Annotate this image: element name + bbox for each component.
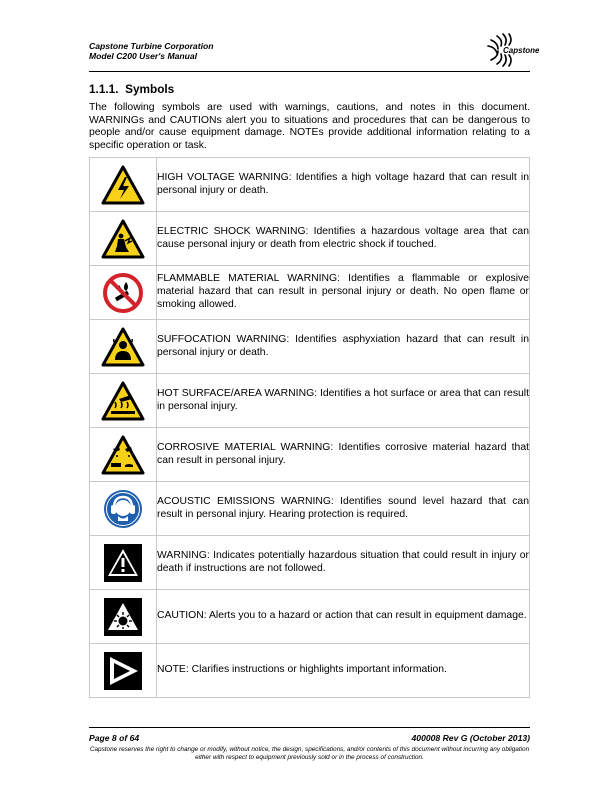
caution-sun-icon: [103, 597, 143, 637]
manual-name: Model C200 User's Manual: [89, 51, 198, 61]
table-row: [90, 644, 530, 698]
section-heading: [89, 82, 174, 96]
symbol-description: SUFFOCATION WARNING: Identifies asphyxiation hazard that can result in personal injury or death.: [157, 320, 530, 374]
footer-disclaimer: Capstone reserves the right to change or modify, without notice, the design, specifications, and/or contents of this document without incurring any obligation either with respect to equipment previously sold or in the process of construction.: [89, 746, 530, 761]
table-row: [90, 590, 530, 644]
symbol-description: WARNING: Indicates potentially hazardous situation that could result in injury or death if instructions are not followed.: [157, 536, 530, 590]
corrosive-icon: [101, 435, 145, 475]
section-title: Symbols: [125, 82, 175, 96]
table-row: [90, 266, 530, 320]
document-revision: 400008 Rev G (October 2013): [411, 733, 530, 743]
symbol-description: CAUTION: Alerts you to a hazard or action that can result in equipment damage.: [157, 590, 530, 644]
note-arrow-icon: [103, 651, 143, 691]
page-number: Page 8 of 64: [89, 733, 140, 743]
svg-text:Capstone: Capstone: [503, 46, 539, 55]
hearing-protection-icon: [102, 488, 144, 530]
footer-rule: [89, 727, 530, 728]
symbol-description: CORROSIVE MATERIAL WARNING: Identifies corrosive material hazard that can result in personal injury.: [157, 428, 530, 482]
symbols-table: [89, 157, 530, 698]
symbol-description: HIGH VOLTAGE WARNING: Identifies a high voltage hazard that can result in personal injury or death.: [157, 158, 530, 212]
table-row: [90, 374, 530, 428]
electric-shock-icon: [101, 219, 145, 259]
intro-paragraph: The following symbols are used with warnings, cautions, and notes in this document. WARNINGs and CAUTIONs alert you to situations and procedures that can be dangerous to people and/or cause equipment damage. NOTEs provide additional information relating to a specific operation or task.: [89, 102, 530, 151]
symbol-description: NOTE: Clarifies instructions or highlights important information.: [157, 644, 530, 698]
table-row: [90, 320, 530, 374]
symbol-description: ELECTRIC SHOCK WARNING: Identifies a hazardous voltage area that can cause personal injury or death from electric shock if touched.: [157, 212, 530, 266]
hot-surface-icon: [101, 381, 145, 421]
symbol-description: ACOUSTIC EMISSIONS WARNING: Identifies sound level hazard that can result in personal injury. Hearing protection is required.: [157, 482, 530, 536]
no-open-flame-icon: [102, 272, 144, 314]
capstone-logo: [477, 30, 539, 70]
table-row: [90, 158, 530, 212]
company-name: Capstone Turbine Corporation: [89, 41, 214, 51]
table-row: [90, 428, 530, 482]
header-rule: [89, 71, 530, 72]
table-row: [90, 482, 530, 536]
symbol-description: HOT SURFACE/AREA WARNING: Identifies a hot surface or area that can result in personal injury.: [157, 374, 530, 428]
table-row: [90, 212, 530, 266]
suffocation-icon: [101, 327, 145, 367]
header-text: [89, 41, 213, 61]
symbol-description: FLAMMABLE MATERIAL WARNING: Identifies a flammable or explosive material hazard that can result in personal injury or death. No open flame or smoking allowed.: [157, 266, 530, 320]
section-number: 1.1.1.: [89, 82, 119, 96]
table-row: [90, 536, 530, 590]
warning-exclamation-icon: [103, 543, 143, 583]
high-voltage-icon: [101, 165, 145, 205]
